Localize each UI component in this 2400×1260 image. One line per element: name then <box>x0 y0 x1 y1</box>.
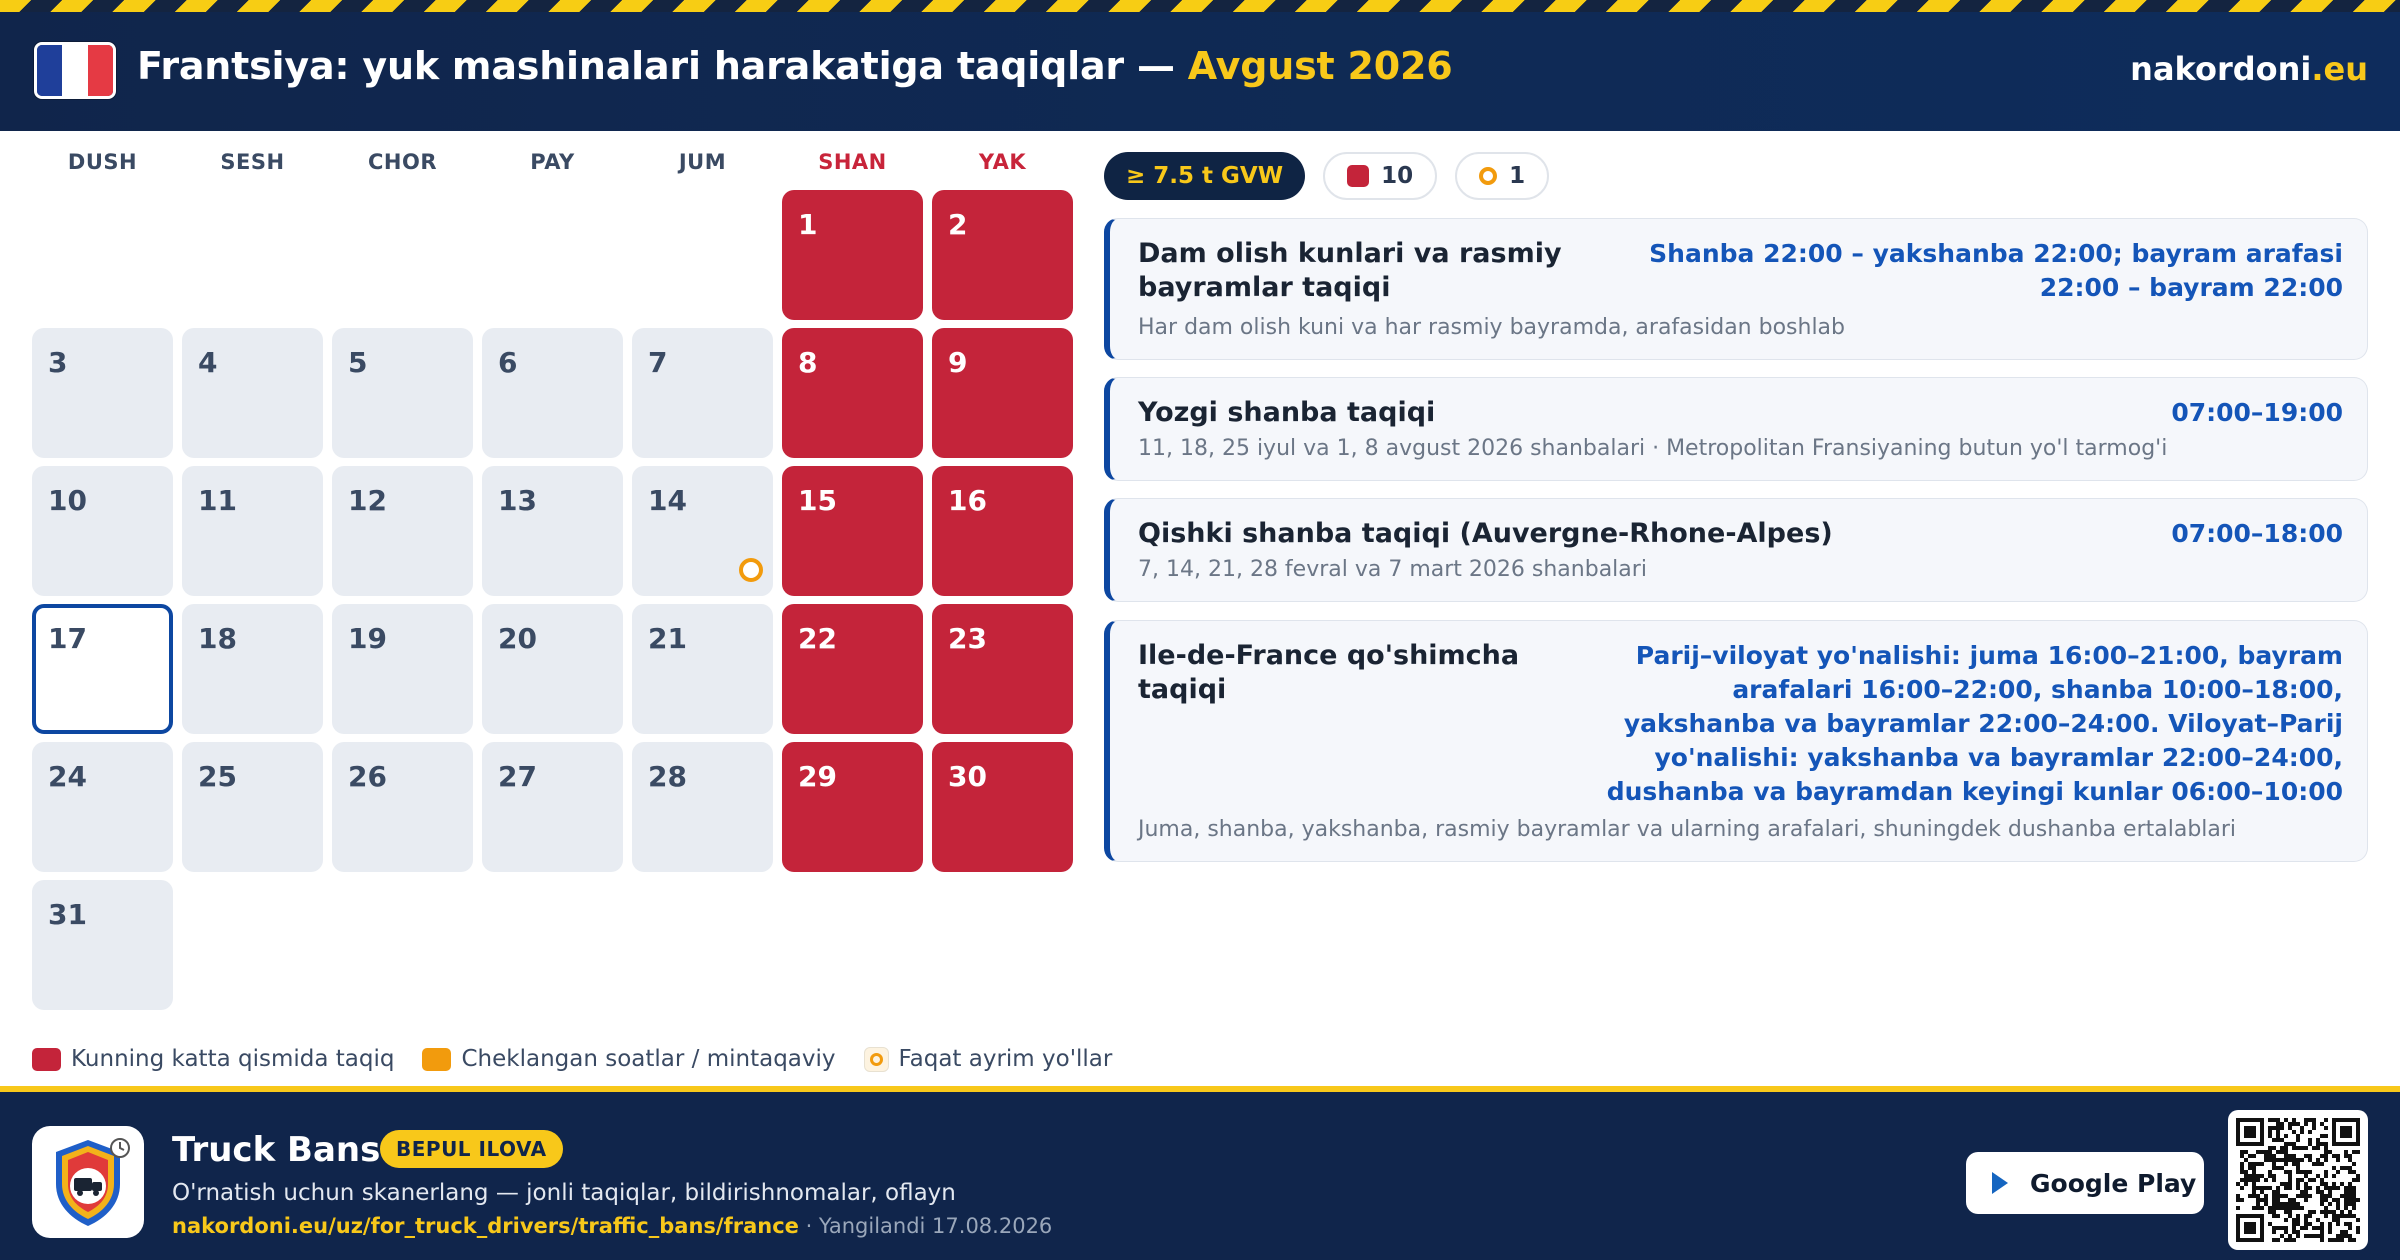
legend <box>32 1044 1140 1074</box>
day-number: 11 <box>198 484 237 517</box>
rule-time: 07:00–18:00 <box>2171 519 2343 548</box>
orange-swatch-icon <box>422 1048 451 1071</box>
partial-count: 1 <box>1509 163 1526 189</box>
day-number: 19 <box>348 622 387 655</box>
calendar-day[interactable] <box>632 742 773 872</box>
day-number: 10 <box>48 484 87 517</box>
calendar-day[interactable] <box>632 604 773 734</box>
app-promo-footer <box>0 1086 2400 1260</box>
page-title <box>137 44 1452 88</box>
calendar-day[interactable] <box>932 328 1073 458</box>
updated-date: · Yangilandi 17.08.2026 <box>798 1214 1053 1238</box>
rule-description: Har dam olish kuni va har rasmiy bayramda, arafasidan boshlab <box>1138 315 1846 340</box>
rule-card[interactable] <box>1104 620 2368 862</box>
day-number: 5 <box>348 346 368 379</box>
calendar-day[interactable] <box>32 328 173 458</box>
day-number: 9 <box>948 346 968 379</box>
rule-time: Parij–viloyat yo'nalishi: juma 16:00–21:00, bayram arafalari 16:00–22:00, shanba 10:00–18:00, yakshanba va bayramlar 22:00–24:00. Viloyat–Parij yo'nalishi: yakshanba va bayramlar 22:00–24:00, dushanba va bayramdan keyingi kunlar 06:00–10:00 <box>1606 641 2343 806</box>
calendar-day[interactable] <box>182 742 323 872</box>
day-number: 8 <box>798 346 818 379</box>
rule-time: 07:00–19:00 <box>2171 398 2343 427</box>
legend-item-some-roads <box>864 1046 1113 1072</box>
rule-name: Dam olish kunlari va rasmiy bayramlar taqiqi <box>1138 238 1562 303</box>
red-swatch-icon <box>32 1048 61 1071</box>
partial-count-chip[interactable] <box>1455 152 1549 200</box>
calendar-day[interactable] <box>32 742 173 872</box>
rule-name: Yozgi shanba taqiqi <box>1138 397 1436 428</box>
day-number: 1 <box>798 208 818 241</box>
brand-tld: .eu <box>2311 50 2368 88</box>
day-number: 12 <box>348 484 387 517</box>
day-number: 6 <box>498 346 518 379</box>
day-number: 25 <box>198 760 237 793</box>
orange-ring-icon <box>1479 167 1497 185</box>
day-number: 30 <box>948 760 987 793</box>
orange-ring-icon <box>864 1047 889 1072</box>
day-number: 22 <box>798 622 837 655</box>
rule-name: Qishki shanba taqiqi (Auvergne-Rhone-Alpes) <box>1138 518 1833 549</box>
weekday-label: JUM <box>678 150 727 174</box>
source-link[interactable]: nakordoni.eu/uz/for_truck_drivers/traffic_bans/france <box>172 1214 799 1238</box>
app-tagline: O'rnatish uchun skanerlang — jonli taqiqlar, bildirishnomalar, oflayn <box>172 1180 956 1206</box>
weekday-header <box>32 150 1076 186</box>
calendar-day[interactable] <box>32 466 173 596</box>
calendar-day[interactable] <box>782 328 923 458</box>
calendar-day[interactable] <box>332 328 473 458</box>
rule-card[interactable] <box>1104 498 2368 602</box>
france-flag-icon <box>34 42 116 99</box>
day-number: 15 <box>798 484 837 517</box>
day-number: 21 <box>648 622 687 655</box>
rule-time: Shanba 22:00 – yakshanba 22:00; bayram arafasi 22:00 – bayram 22:00 <box>1649 239 2343 302</box>
calendar-day[interactable] <box>932 190 1073 320</box>
legend-item-full-ban <box>32 1046 394 1072</box>
day-number: 27 <box>498 760 537 793</box>
day-number: 3 <box>48 346 68 379</box>
day-number: 26 <box>348 760 387 793</box>
calendar-day[interactable] <box>182 328 323 458</box>
legend-item-restricted <box>422 1046 835 1072</box>
full-ban-count-chip[interactable] <box>1323 152 1437 200</box>
calendar-day[interactable] <box>332 604 473 734</box>
rule-description: Juma, shanba, yakshanba, rasmiy bayramlar va ularning arafalari, shuningdek dushanba ertalablari <box>1138 817 2237 842</box>
calendar-day[interactable] <box>482 328 623 458</box>
weekday-label: YAK <box>978 150 1027 174</box>
weight-chip[interactable]: ≥ 7.5 t GVW <box>1104 152 1305 200</box>
legend-label: Cheklangan soatlar / mintaqaviy <box>461 1046 836 1072</box>
rule-card[interactable] <box>1104 218 2368 360</box>
calendar-day[interactable] <box>32 880 173 1010</box>
store-button-label: Google Play <box>2030 1168 2197 1198</box>
play-icon <box>1992 1172 2008 1194</box>
day-number: 7 <box>648 346 668 379</box>
rule-description: 7, 14, 21, 28 fevral va 7 mart 2026 shanbalari <box>1138 557 1647 582</box>
red-square-icon <box>1347 165 1369 187</box>
calendar-day[interactable] <box>482 742 623 872</box>
brand-logo[interactable] <box>2130 50 2368 88</box>
weekday-label: SHAN <box>818 150 887 174</box>
calendar-day[interactable] <box>332 742 473 872</box>
day-number: 24 <box>48 760 87 793</box>
calendar-day[interactable] <box>32 604 173 734</box>
app-name: Truck Bans <box>172 1130 381 1170</box>
full-ban-count: 10 <box>1381 163 1414 189</box>
calendar-day[interactable] <box>482 604 623 734</box>
day-number: 17 <box>48 622 87 655</box>
calendar-day[interactable] <box>182 466 323 596</box>
calendar-day[interactable] <box>332 466 473 596</box>
legend-label: Faqat ayrim yo'llar <box>898 1046 1113 1072</box>
calendar-day[interactable] <box>932 742 1073 872</box>
calendar-day[interactable] <box>632 466 773 596</box>
rule-description: 11, 18, 25 iyul va 1, 8 avgust 2026 shanbalari · Metropolitan Fransiyaning butun yo'l tarmog'i <box>1138 436 2168 461</box>
day-number: 20 <box>498 622 537 655</box>
google-play-button[interactable] <box>1966 1152 2204 1214</box>
day-number: 16 <box>948 484 987 517</box>
weekday-label: CHOR <box>367 150 437 174</box>
day-number: 14 <box>648 484 687 517</box>
filter-chips <box>1104 152 1567 200</box>
hazard-stripe <box>0 0 2400 12</box>
calendar-day[interactable] <box>632 328 773 458</box>
calendar-day[interactable] <box>782 604 923 734</box>
day-number: 13 <box>498 484 537 517</box>
calendar-day[interactable] <box>932 466 1073 596</box>
rule-card[interactable] <box>1104 377 2368 481</box>
calendar-day[interactable] <box>782 466 923 596</box>
free-app-badge: BEPUL ILOVA <box>380 1130 563 1168</box>
legend-label: Kunning katta qismida taqiq <box>71 1046 395 1072</box>
weekday-label: PAY <box>530 150 575 174</box>
source-line <box>172 1214 1052 1238</box>
calendar-day[interactable] <box>182 604 323 734</box>
day-number: 23 <box>948 622 987 655</box>
rule-name: Ile-de-France qo'shimcha taqiqi <box>1138 640 1520 705</box>
calendar-day[interactable] <box>482 466 623 596</box>
day-number: 18 <box>198 622 237 655</box>
day-number: 28 <box>648 760 687 793</box>
brand-name: nakordoni <box>2130 50 2312 88</box>
qr-code-icon[interactable] <box>2228 1110 2368 1250</box>
day-number: 4 <box>198 346 218 379</box>
calendar-day[interactable] <box>782 742 923 872</box>
weekday-label: SESH <box>220 150 285 174</box>
day-number: 2 <box>948 208 968 241</box>
header-bar <box>0 0 2400 131</box>
day-number: 29 <box>798 760 837 793</box>
some-roads-marker-icon <box>739 558 763 582</box>
title-text: Frantsiya: yuk mashinalari harakatiga taqiqlar — <box>137 44 1188 88</box>
title-month: Avgust 2026 <box>1187 44 1453 88</box>
truck-shield-app-icon[interactable] <box>32 1126 144 1238</box>
day-number: 31 <box>48 898 87 931</box>
calendar-day[interactable] <box>932 604 1073 734</box>
weekday-label: DUSH <box>67 150 138 174</box>
calendar-day[interactable] <box>782 190 923 320</box>
